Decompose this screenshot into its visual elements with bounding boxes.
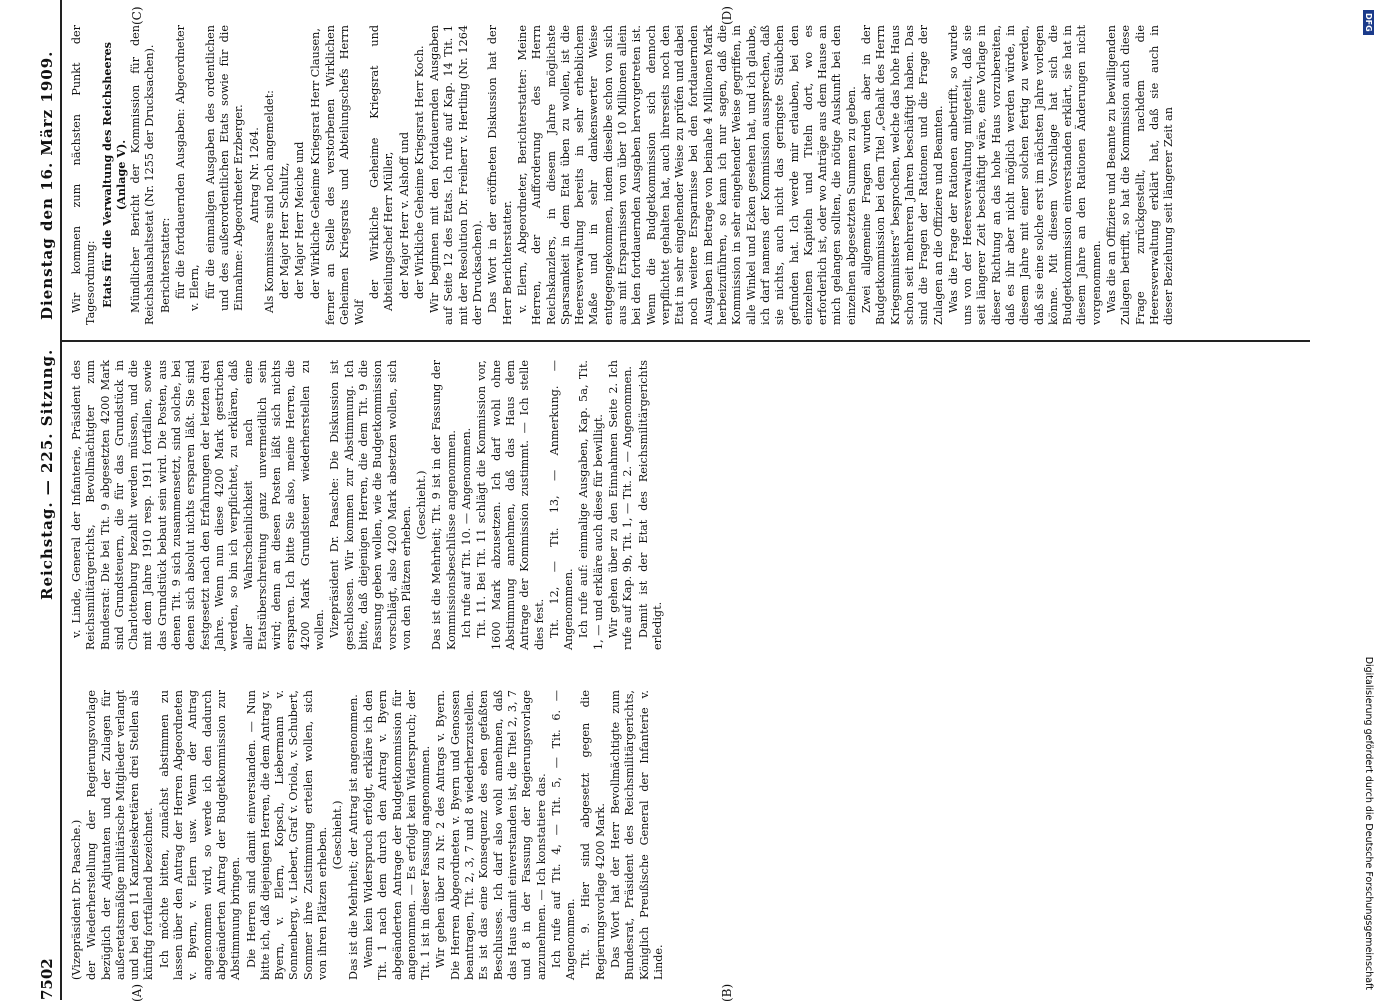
paragraph: Vizepräsident Dr. Paasche: Die Diskussion ist geschlossen. Wir kommen zur Abstimmung. Ich bitte, daß diejenigen Herren, die dem Tit. 9 die Fassung geben wollen, wie die Budgetkommission vorschlägt, also 4200 Mark absetzen wollen, sich von den Plätzen erheben.: [328, 360, 413, 650]
paragraph: der Wirkliche Geheime Kriegsrat Herr Koch.: [412, 45, 426, 299]
paragraph: Ich rufe auf: einmalige Ausgaben, Kap. 5a, Tit. 1, — und erkläre auch diese für bewilligt.: [577, 360, 605, 650]
page-number: 7502: [38, 958, 56, 1000]
paragraph: der Wiederherstellung der Regierungsvorlage bezüglich der Adjutanten und der Zulagen für außeretatsmäßige militärische Mitglieder verlangt und bei den 11 Kanzleisekretären drei Stellen als künftig fortfallend bezeichnet.: [85, 690, 156, 980]
header-rule: [60, 0, 62, 1000]
paragraph: ferner an Stelle des verstorbenen Wirklichen Geheimen Kriegsrats und Abteilungschefs Herrn Wolf: [324, 25, 366, 325]
margin-marker-a: (A): [130, 983, 144, 1002]
paragraph: der Major Herr v. Alshoff und: [397, 131, 411, 299]
left-column: [70, 360, 1310, 980]
margin-marker-d: (D): [720, 6, 734, 25]
paragraph: für die einmaligen Ausgaben des ordentlichen und des außerordentlichen Etats sowie für die Einnahme: Abgeordneter Erzberger.: [203, 25, 246, 311]
paragraph: Tit. 9. Hier sind abgesetzt gegen die Regierungsvorlage 4200 Mark.: [579, 690, 607, 980]
paragraph: Ich rufe auf Tit. 4, — Tit. 5, — Tit. 6. — Angenommen.: [549, 690, 578, 980]
right-running-title: Dienstag den 16. März 1909.: [38, 50, 56, 320]
paragraph: Wir gehen über zu den Einnahmen Seite 2. Ich rufe auf Kap. 9b, Tit. 1, — Tit. 2. — Angenommen.: [606, 360, 635, 650]
paragraph: Was die Frage der Rationen anbetrifft, so wurde uns von der Heeresverwaltung mitgeteilt, daß sie seit längerer Zeit beschäftigt wäre, eine Vorlage in dieser Richtung an das hohe Haus vorzubereiten, daß es ihr aber nicht möglich werden würde, in diesem Jahre mit einer solchen fertig zu werden, daß sie eine solche erst im nächsten Jahre vorlegen könne. Mit diesem Vorschlage hat sich die Budgetkommission einverstanden erklärt, sie hat in diesem Jahre an den Rationen Änderungen nicht vorgenommen.: [946, 25, 1103, 325]
column-divider: [60, 340, 1310, 342]
paragraph: Das ist die Mehrheit; Tit. 9 ist in der Fassung der Kommissionsbeschlüsse angenommen.: [430, 360, 458, 650]
paragraph: der Major Herr Meiche und: [293, 141, 307, 299]
paragraph: Antrag Nr. 1264.: [247, 127, 261, 223]
paragraph: der Wirkliche Geheime Kriegsrat und Abteilungschef Herr Müller,: [367, 25, 396, 311]
paragraph: Wir gehen über zu Nr. 2 des Antrags v. Byern. Die Herren Abgeordneten v. Byern und Genossen beantragen, Tit. 2, 3, 7 und 8 wiederherzustellen. Es ist das eine Konsequenz des eben gefaßten Beschlusses. Ich darf also wohl annehmen, daß das Haus damit einverstanden ist, die Titel 2, 3, 7 und 8 in der Fassung der Regierungsvorlage anzunehmen. — Ich konstatiere das.: [434, 690, 548, 980]
paragraph: Etats für die Verwaltung des Reichsheeres (Anlage V).: [99, 42, 128, 308]
paragraph: Berichterstatter:: [158, 217, 172, 313]
paragraph: Was die an Offiziere und Beamte zu bewilligenden Zulagen betrifft, so hat die Kommission auch diese Frage zurückgestellt, nachdem die Heeresverwaltung erklärt hat, daß sie auch in dieser Beziehung seit längerer Zeit an: [1105, 25, 1176, 325]
paragraph: Tit. 12, — Tit. 13, — Anmerkung. — Angenommen.: [547, 360, 576, 650]
margin-marker-b: (B): [720, 983, 734, 1002]
paragraph: Ich rufe auf Tit. 10. — Angenommen.: [460, 427, 474, 638]
paragraph: Wir kommen zum nächsten Punkt der Tagesordnung:: [70, 25, 98, 325]
paragraph: der Wirkliche Geheime Kriegsrat Herr Clausen,: [308, 28, 322, 299]
paragraph: Wir beginnen mit den fortdauernden Ausgaben auf Seite 12 des Etats. Ich rufe auf Kap. 14 Tit. 1 mit der Resolution Dr. Freiherr v. Hertling (Nr. 1264 der Drucksachen).: [428, 25, 485, 325]
dfg-logo: DFG: [1364, 10, 1375, 35]
paragraph: (Geschieht.): [331, 800, 345, 870]
paragraph: v. Elern, Abgeordneter, Berichterstatter: Meine Herren, der Aufforderung des Herrn Reichskanzlers, in diesem Jahre möglichste Sparsamkeit in dem Etat üben zu wollen, ist die Heeresverwaltung bereits in sehr erheblichem Maße und in sehr dankenswerter Weise entgegengekommen, indem dieselbe schon von sich aus mit Ersparnissen von über 10 Millionen allein bei den fortdauernden Ausgaben hervorgetreten ist. Wenn die Budgetkommission sich dennoch verpflichtet gehalten hat, auch ihrerseits noch den Etat in sehr eingehender Weise zu prüfen und dabei noch weitere Ersparnisse bei den fortdauernden Ausgaben im Betrage von beinahe 4 Millionen Mark herbeizuführen, so kann ich nur sagen, daß die Kommission in sehr eingehender Weise gegriffen, in alle Winkel und Ecken gesehen hat, und ich glaube, ich darf namens der Kommission aussprechen, daß sie nichts, auch nicht das geringste Stäubchen gefunden hat. Ich werde mir erlauben, bei den einzelnen Kapiteln und Titeln dort, wo es erforderlich ist, oder wo Anträge aus dem Hause an mich gelangen sollten, die nötige Auskunft bei den einzelnen abgesetzten Summen zu geben.: [515, 25, 858, 325]
paragraph: der Major Herr Schultz,: [278, 162, 292, 299]
paragraph: Wenn kein Widerspruch erfolgt, erkläre ich den Tit. 1 nach dem durch den Antrag v. Byern abgeänderten Antrage der Budgetkommission für angenommen. — Es erfolgt kein Widerspruch; der Tit. 1 ist in dieser Fassung angenommen.: [361, 690, 433, 980]
rotated-page: [20, 0, 1340, 1000]
paragraph: Das Wort hat der Herr Bevollmächtigte zum Bundesrat, Präsident des Reichsmilitärgerichts, Königlich Preußische General der Infanterie v. Linde.: [608, 690, 665, 980]
paragraph: Damit ist der Etat des Reichsmilitärgerichts erledigt.: [636, 360, 664, 650]
digitization-credit: Digitalisierung gefördert durch die Deutsche Forschungsgemeinschaft: [1363, 656, 1375, 990]
paragraph: (Geschieht.): [415, 470, 429, 540]
paragraph: Tit. 11. Bei Tit. 11 schlägt die Kommission vor, 1600 Mark abzusetzen. Ich darf wohl ohne Abstimmung annehmen, daß das Haus dem Antrage der Kommission zustimmt. — Ich stelle dies fest.: [475, 360, 546, 650]
digitization-credit-bar: [1362, 10, 1382, 990]
paragraph: Ich möchte bitten, zunächst abstimmen zu lassen über den Antrag der Herren Abgeordneten v. Byern, v. Elern usw. Wenn der Antrag angenommen wird, so werde ich den dadurch abgeänderten Antrag der Budgetkommission zur Abstimmung bringen.: [157, 690, 243, 980]
right-column: [70, 25, 1310, 325]
margin-marker-c: (C): [130, 6, 144, 25]
paragraph: Die Herren sind damit einverstanden. — Nun bitte ich, daß diejenigen Herren, die dem Antrag v. Byern, v. Elern, Kopsch, Liebermann v. Sonnenberg, v. Liebert, Graf v. Oriola, v. Schubert, Sommer ihre Zustimmung erteilen wollen, sich von ihren Plätzen erheben.: [244, 690, 330, 980]
paragraph: für die fortdauernden Ausgaben: Abgeordneter v. Elern,: [174, 25, 202, 311]
paragraph: Mündlicher Bericht der Kommission für den Reichshaushaltsetat (Nr. 1255 der Drucksachen).: [129, 25, 157, 325]
paragraph: (Vizepräsident Dr. Paasche.): [70, 819, 83, 980]
paragraph: v. Linde, General der Infanterie, Präsident des Reichsmilitärgerichts, Bevollmächtigter zum Bundesrat: Die bei Tit. 9 abgesetzten 4200 Mark sind Grundsteuern, die für das Grundstück in Charlottenburg bezahlt werden müssen, und die mit dem Jahre 1910 resp. 1911 fortfallen, sowie das Grundstück bebaut sein wird. Die Posten, aus denen Tit. 9 sich zusammensetzt, sind solche, bei denen sich absolut nichts ersparen läßt. Sie sind festgesetzt nach den Erfahrungen der letzten drei Jahre. Wenn nun diese 4200 Mark gestrichen werden, so bin ich verpflichtet, zu erklären, daß aller Wahrscheinlichkeit nach eine Etatsüberschreitung ganz unvermeidlich sein wird; denn an diesen Posten läßt sich nichts ersparen. Ich bitte Sie also, meine Herren, die 4200 Mark Grundsteuer wiederherstellen zu wollen.: [70, 360, 327, 650]
paragraph: Das ist die Mehrheit; der Antrag ist angenommen.: [346, 694, 360, 980]
paragraph: Zwei allgemeine Fragen wurden aber in der Budgetkommission bei dem Titel „Gehalt des Herrn Kriegsministers“ besprochen, welche das hohe Haus schon seit mehreren Jahren beschäftigt haben. Das sind die Fragen der Rationen und die Frage der Zulagen an die Offiziere und Beamten.: [860, 25, 945, 325]
paragraph: Das Wort in der eröffneten Diskussion hat der Herr Berichterstatter.: [486, 25, 514, 325]
left-running-title: Reichstag. — 225. Sitzung.: [38, 348, 56, 600]
paragraph: Als Kommissare sind noch angemeldet:: [262, 90, 276, 313]
